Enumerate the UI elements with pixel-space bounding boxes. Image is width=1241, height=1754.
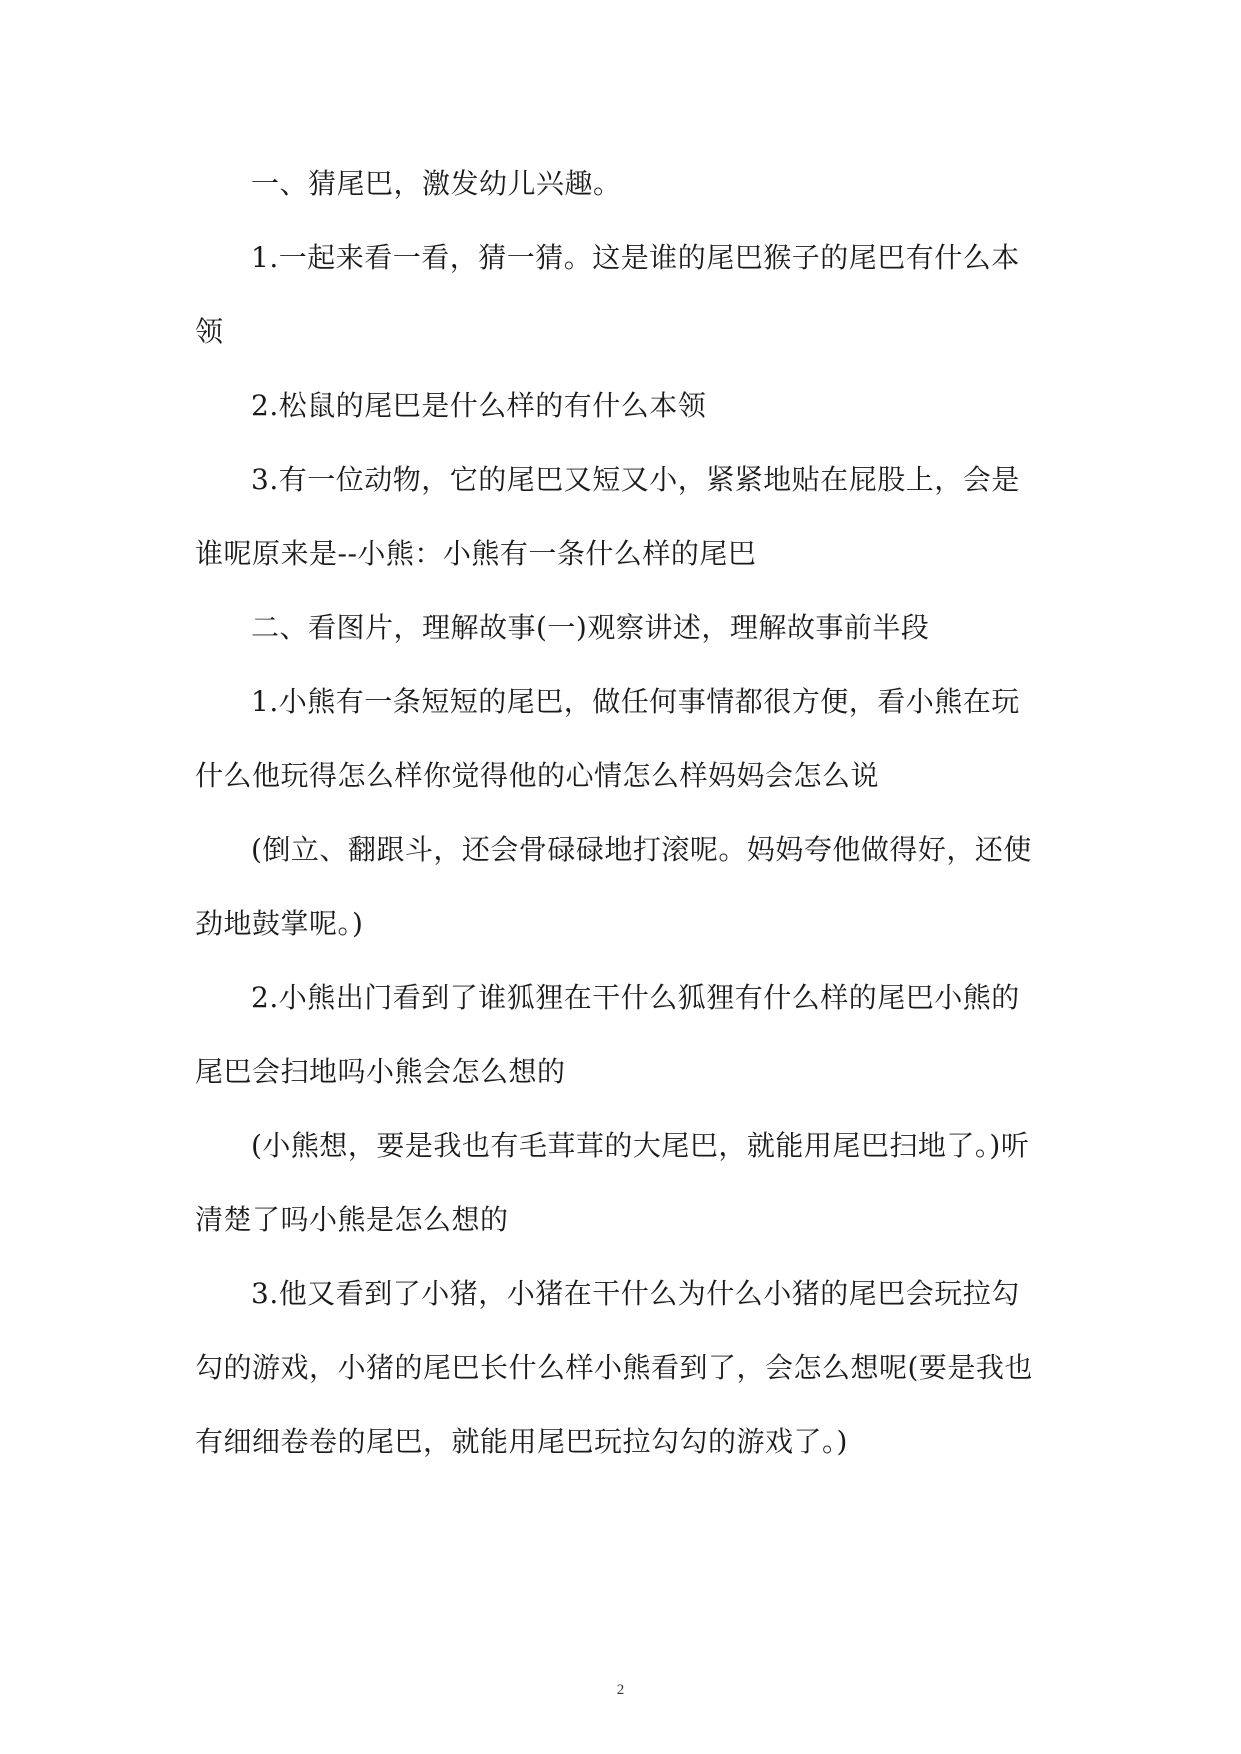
section-heading-guess-tail: 一、猜尾巴，激发幼儿兴趣。 xyxy=(251,167,622,200)
paragraph-squirrel-tail: 2.松鼠的尾巴是什么样的有什么本领 xyxy=(251,389,707,422)
paragraph-fox-tail: 2.小熊出门看到了谁狐狸在干什么狐狸有什么样的尾巴小熊的尾巴会扫地吗小熊会怎么想的 xyxy=(195,981,1020,1088)
paragraph-monkey-tail: 1.一起来看一看，猜一猜。这是谁的尾巴猴子的尾巴有什么本领 xyxy=(195,241,1020,348)
paragraph-bear-playing: 1.小熊有一条短短的尾巴，做任何事情都很方便，看小熊在玩什么他玩得怎么样你觉得他的心情怎么样妈妈会怎么说 xyxy=(195,685,1020,792)
page-number: 2 xyxy=(616,1682,625,1698)
paragraph-bear-handstand: (倒立、翻跟斗，还会骨碌碌地打滚呢。妈妈夸他做得好，还使劲地鼓掌呢。) xyxy=(195,833,1032,940)
section-heading-look-pictures: 二、看图片，理解故事(一)观察讲述，理解故事前半段 xyxy=(251,611,930,644)
paragraph-pig-tail: 3.他又看到了小猪，小猪在干什么为什么小猪的尾巴会玩拉勾勾的游戏，小猪的尾巴长什么样小熊看到了，会怎么想呢(要是我也有细细卷卷的尾巴，就能用尾巴玩拉勾勾的游戏了。) xyxy=(195,1277,1033,1458)
paragraph-little-bear-intro: 3.有一位动物，它的尾巴又短又小，紧紧地贴在屁股上，会是谁呢原来是--小熊：小熊有一条什么样的尾巴 xyxy=(195,463,1020,570)
paragraph-bear-thinks-sweep: (小熊想，要是我也有毛茸茸的大尾巴，就能用尾巴扫地了。)听清楚了吗小熊是怎么想的 xyxy=(195,1129,1030,1236)
